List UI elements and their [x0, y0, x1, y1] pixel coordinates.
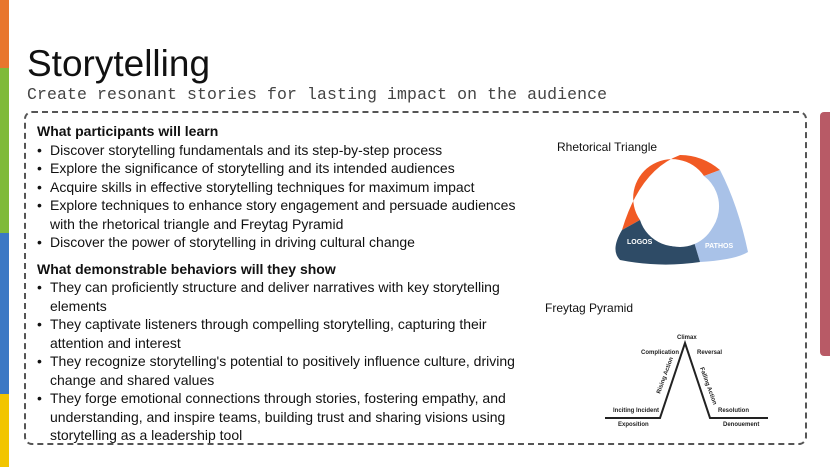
rising-action-label: Rising Action	[656, 356, 676, 395]
complication-label: Complication	[641, 350, 680, 356]
ethos-label: ETHOS	[673, 176, 698, 183]
accent-side-tab	[820, 112, 830, 356]
logos-label: LOGOS	[627, 239, 653, 246]
resolution-label: Resolution	[718, 408, 749, 414]
accent-stripe-yellow	[0, 394, 9, 467]
learn-item: • Discover storytelling fundamentals and its step-by-step process	[37, 141, 527, 160]
learn-heading: What participants will learn	[37, 123, 219, 139]
pyramid-line	[605, 343, 768, 418]
slide-subtitle: Create resonant stories for lasting impact on the audience	[27, 85, 608, 104]
behaviors-heading: What demonstrable behaviors will they show	[37, 260, 336, 277]
slide-title: Storytelling	[27, 43, 211, 84]
inciting-incident-label: Inciting Incident	[613, 408, 659, 414]
behavior-item: • They recognize storytelling's potential to positively influence culture, driving change and shared values	[37, 352, 527, 389]
exposition-label: Exposition	[618, 422, 649, 428]
freytag-pyramid-diagram	[600, 330, 775, 430]
climax-label: Climax	[677, 335, 697, 341]
freytag-caption: Freytag Pyramid	[545, 301, 634, 315]
behavior-item: • They captivate listeners through compelling storytelling, capturing their attention and interest	[37, 315, 527, 352]
accent-stripe-green	[0, 68, 9, 233]
learn-item: • Acquire skills in effective storytelling techniques for maximum impact	[37, 178, 527, 197]
rhetorical-triangle-caption: Rhetorical Triangle	[557, 140, 658, 154]
behaviors-list	[37, 278, 527, 445]
learn-item: • Discover the power of storytelling in driving cultural change	[37, 233, 527, 252]
denouement-label: Denouement	[723, 422, 760, 428]
reversal-label: Reversal	[697, 350, 723, 356]
behavior-item: • They can proficiently structure and deliver narratives with key storytelling elements	[37, 278, 527, 315]
rhetorical-triangle-diagram	[605, 152, 755, 267]
learn-list	[37, 141, 527, 252]
text-content	[37, 122, 527, 445]
accent-stripe-orange	[0, 0, 9, 68]
pathos-label: PATHOS	[705, 243, 734, 250]
accent-stripe-blue	[0, 233, 9, 394]
learn-item: • Explore the significance of storytelling and its intended audiences	[37, 159, 527, 178]
falling-action-label: Falling Action	[698, 366, 718, 406]
behavior-item: • They forge emotional connections through stories, fostering empathy, and understanding, and inspire teams, building trust and sharing visions using storytelling as a leadership tool	[37, 389, 527, 445]
learn-item: • Explore techniques to enhance story engagement and persuade audiences with the rhetorical triangle and Freytag Pyramid	[37, 196, 527, 233]
